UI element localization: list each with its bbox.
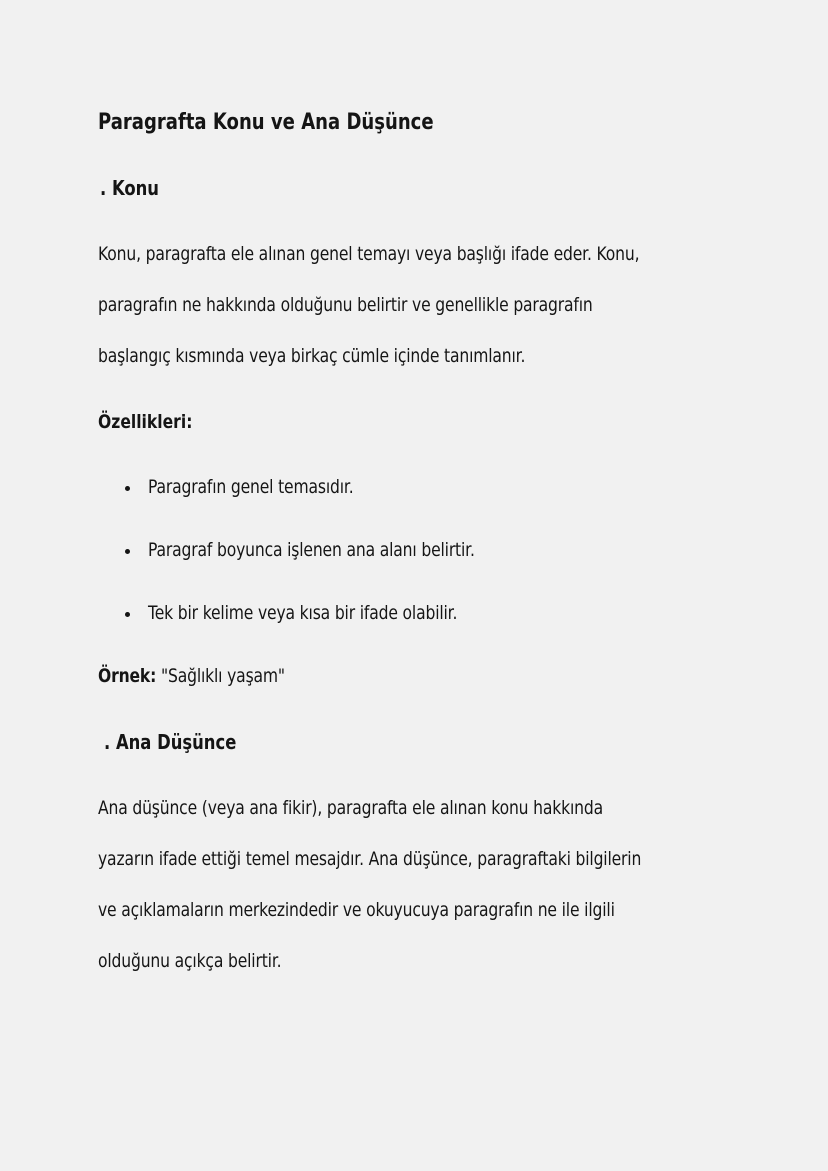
bullet-icon xyxy=(125,612,130,617)
bullet-icon xyxy=(125,549,130,554)
example-line xyxy=(98,663,285,689)
section-heading-konu: . Konu xyxy=(100,176,159,200)
ana-dusunce-paragraph-line-3: ve açıklamaların merkezindedir ve okuyucuya paragrafın ne ile ilgili xyxy=(98,899,615,921)
ana-dusunce-paragraph-line-4: olduğunu açıkça belirtir. xyxy=(98,950,282,972)
bullet-icon xyxy=(125,486,130,491)
konu-paragraph-line-1: Konu, paragrafta ele alınan genel temayı veya başlığı ifade eder. Konu, xyxy=(98,243,640,265)
page-title: Paragrafta Konu ve Ana Düşünce xyxy=(98,110,434,135)
example-label: Örnek: xyxy=(98,665,157,687)
list-item-text: Paragrafın genel temasıdır. xyxy=(148,476,354,498)
konu-paragraph-line-2: paragrafın ne hakkında olduğunu belirtir ve genellikle paragrafın xyxy=(98,294,593,316)
ana-dusunce-paragraph-line-2: yazarın ifade ettiği temel mesajdır. Ana düşünce, paragraftaki bilgilerin xyxy=(98,848,642,870)
list-item-text: Paragraf boyunca işlenen ana alanı belirtir. xyxy=(148,539,475,561)
section-heading-ana-dusunce: . Ana Düşünce xyxy=(104,730,237,754)
konu-paragraph-line-3: başlangıç kısmında veya birkaç cümle içinde tanımlanır. xyxy=(98,345,526,367)
ana-dusunce-paragraph-line-1: Ana düşünce (veya ana fikir), paragrafta ele alınan konu hakkında xyxy=(98,797,603,819)
list-item-text: Tek bir kelime veya kısa bir ifade olabilir. xyxy=(148,602,458,624)
example-value: "Sağlıklı yaşam" xyxy=(156,665,285,687)
features-label: Özellikleri: xyxy=(98,411,193,433)
